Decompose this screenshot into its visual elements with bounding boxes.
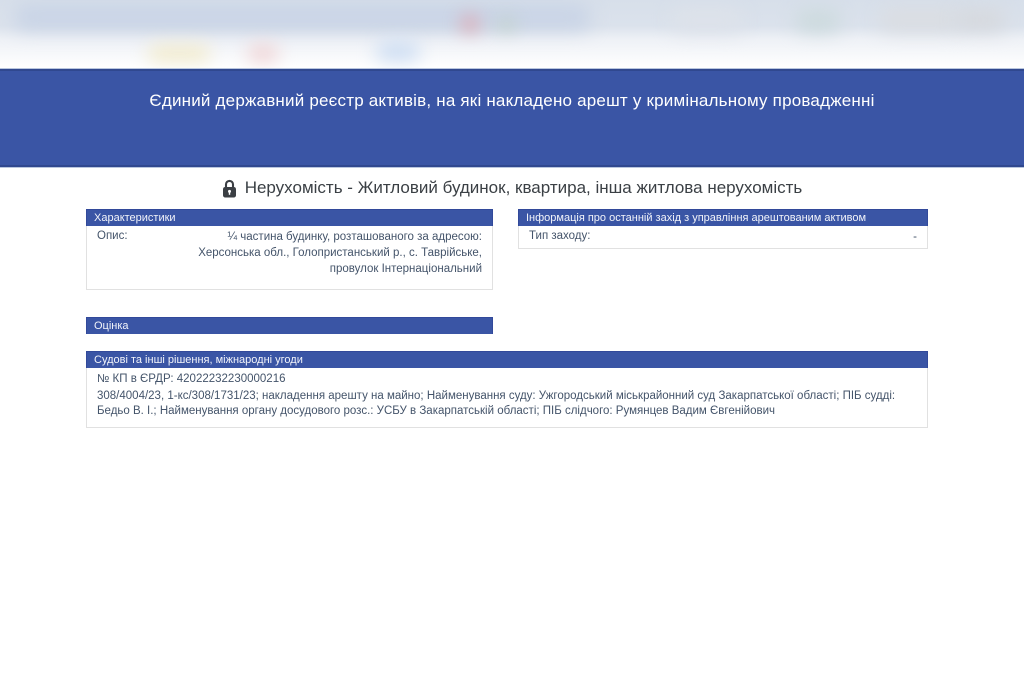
blur-smudge xyxy=(672,8,742,32)
characteristics-header: Характеристики xyxy=(86,209,493,226)
characteristics-panel xyxy=(86,209,493,290)
measure-type-label: Тип заходу: xyxy=(529,230,591,242)
lock-icon xyxy=(222,179,237,198)
hero-banner xyxy=(0,68,1024,168)
characteristics-body xyxy=(86,226,493,290)
blur-smudge xyxy=(500,18,513,31)
measure-type-value: - xyxy=(913,231,917,243)
court-decisions-panel xyxy=(86,351,928,428)
description-value: ¼ частина будинку, розташованого за адресою: Херсонська обл., Голопристанський р., с. Таврійське, провулок Інтернаціональний xyxy=(198,231,482,275)
registry-title: Єдиний державний реєстр активів, на які накладено арешт у кримінальному провадженні xyxy=(149,91,875,110)
blur-smudge xyxy=(462,16,478,32)
measure-type-row xyxy=(519,226,927,248)
last-measure-panel xyxy=(518,209,928,249)
description-label: Опис: xyxy=(97,230,128,242)
blur-smudge xyxy=(248,46,278,61)
blur-smudge xyxy=(148,46,210,61)
description-row xyxy=(87,226,492,280)
court-decision-details: 308/4004/23, 1-кс/308/1731/23; накладення арешту на майно; Найменування суду: Ужгородський міськрайонний суд Закарпатської області; ПІБ судді: Бедьо В. І.; Найменування органу досудового розс.: УСБУ в Закарпатській області; ПІБ слідчого: Румянцев Вадим Євгенійович xyxy=(97,390,896,417)
browser-chrome-blurred xyxy=(0,0,1024,68)
last-measure-header: Інформація про останній захід з управління арештованим активом xyxy=(518,209,928,226)
blur-smudge xyxy=(955,8,1005,32)
asset-title: Нерухомість - Житловий будинок, квартира, інша житлова нерухомість xyxy=(244,178,803,197)
asset-title-row xyxy=(0,176,1024,200)
court-decisions-header: Судові та інші рішення, міжнародні угоди xyxy=(86,351,928,368)
valuation-panel xyxy=(86,317,493,334)
erdr-number: № КП в ЄРДР: 42022232230000216 xyxy=(97,373,286,385)
court-decisions-body xyxy=(86,368,928,428)
valuation-header: Оцінка xyxy=(86,317,493,334)
blur-smudge xyxy=(796,10,840,32)
blur-smudge xyxy=(376,42,420,61)
last-measure-body xyxy=(518,226,928,249)
blur-smudge xyxy=(880,8,960,32)
